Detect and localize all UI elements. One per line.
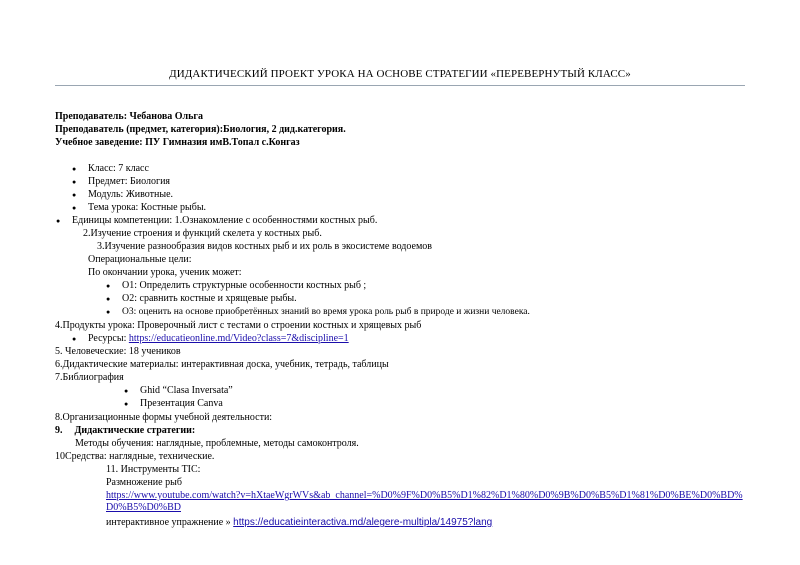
lesson-products: 4.Продукты урока: Проверочный лист с тестами о строении костных и хрящевых рыб xyxy=(55,320,422,331)
objective-o3: ● О3: оценить на основе приобретённых знаний во время урока роль рыб в природе и жизни человека. xyxy=(122,306,530,318)
didactic-materials: 6.Дидактические материалы: интерактивная доска, учебник, тетрадь, таблицы xyxy=(55,359,389,370)
bib-item-presentation: ● Презентация Canva xyxy=(140,398,223,410)
youtube-link[interactable]: https://www.youtube.com/watch?v=hXtaeWgrWVs&ab_channel=%D0%9F%D0%B5%D1%82%D1%80%D0%9B%D0%B5%D1%81%D0%BE%D0%BD%D0%B5%D0%BD xyxy=(106,490,743,513)
interactive-link[interactable]: https://educatieinteractiva.md/alegere-multipla/14975?lang xyxy=(233,517,493,528)
objective-o2: ● О2: сравнить костные и хрящевые рыбы. xyxy=(122,293,297,305)
resources-item xyxy=(88,333,349,345)
tic-tools: 11. Инструменты TIC: xyxy=(106,464,201,475)
youtube-link-wrap xyxy=(106,490,746,514)
by-end-of-lesson: По окончании урока, ученик может: xyxy=(88,267,242,278)
institution-line: Учебное заведение: ПУ Гимназия имВ.Топал с.Конгаз xyxy=(55,137,300,148)
human-resources: 5. Человеческие: 18 учеников xyxy=(55,346,181,357)
competence-2: 2.Изучение строения и функций скелета у костных рыб. xyxy=(83,228,322,239)
list-item-topic: ● Тема урока: Костные рыбы. xyxy=(88,202,206,214)
objective-o1: ● О1: Определить структурные особенности костных рыб ; xyxy=(122,280,366,292)
document-title: ДИДАКТИЧЕСКИЙ ПРОЕКТ УРОКА НА ОСНОВЕ СТРАТЕГИИ «ПЕРЕВЕРНУТЫЙ КЛАСС» xyxy=(169,68,631,80)
competences-intro: ● Единицы компетенции: 1.Ознакомление с особенностями костных рыб. xyxy=(72,215,377,227)
strategies-label: Дидактические стратегии: xyxy=(74,425,196,436)
teacher-line: Преподаватель: Чебанова Ольга xyxy=(55,111,203,122)
bibliography-heading: 7.Библиография xyxy=(55,372,124,383)
competence-3: 3.Изучение разнообразия видов костных рыб и их роль в экосистеме водоемов xyxy=(97,241,433,252)
teacher-subject-line: Преподаватель (предмет, категория):Биология, 2 дид.категория. xyxy=(55,124,346,135)
list-item-module: ● Модуль: Животные. xyxy=(88,189,173,201)
teaching-methods: Методы обучения: наглядные, проблемные, методы самоконтроля. xyxy=(75,438,359,449)
header-divider xyxy=(55,85,745,86)
list-item-class: ● Класс: 7 класс xyxy=(88,163,149,175)
strategies-number: 9. xyxy=(55,425,63,436)
interactive-exercise xyxy=(106,517,492,529)
teaching-means: 10Средства: наглядные, технические. xyxy=(55,451,215,462)
resources-label: Ресурсы: xyxy=(88,333,129,344)
list-item-subject: ● Предмет: Биология xyxy=(88,176,170,188)
reproduction-title: Размножение рыб xyxy=(106,477,182,488)
strategies-heading xyxy=(55,425,195,437)
interactive-label: интерактивное упражнение » xyxy=(106,517,234,528)
operational-goals: Операциональные цели: xyxy=(88,254,192,265)
bib-item-guide: ● Ghid “Clasa Inversata” xyxy=(140,385,233,397)
organizational-forms: 8.Организационные формы учебной деятельности: xyxy=(55,412,273,423)
resources-link[interactable]: https://educatieonline.md/Video?class=7&discipline=1 xyxy=(128,333,349,344)
